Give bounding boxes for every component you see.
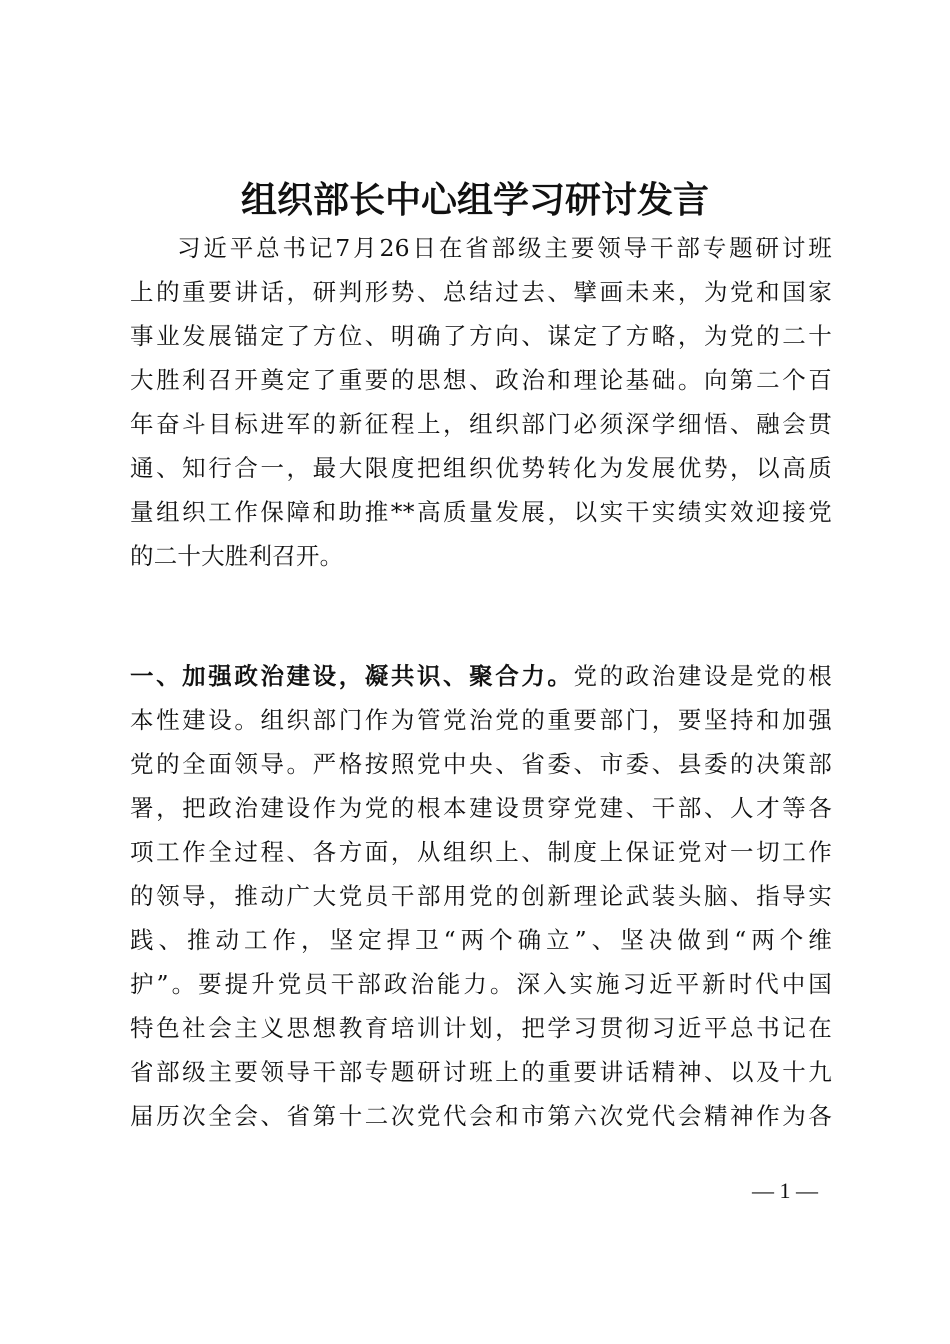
paragraph-line: 署，把政治建设作为党的根本建设贯穿党建、干部、人才等各 [130,794,832,822]
paragraph-line: 的二十大胜利召开。 [130,542,344,570]
paragraph-line: 本性建设。组织部门作为管党治党的重要部门，要坚持和加强 [130,706,832,734]
paragraph-line: 项工作全过程、各方面，从组织上、制度上保证党对一切工作 [130,838,832,866]
paragraph-line: 省部级主要领导干部专题研讨班上的重要讲话精神、以及十九 [130,1058,832,1086]
document-title: 组织部长中心组学习研讨发言 [240,179,709,221]
paragraph-line: 年奋斗目标进军的新征程上，组织部门必须深学细悟、融会贯 [130,410,832,438]
paragraph-line: 特色社会主义思想教育培训计划，把学习贯彻习近平总书记在 [130,1014,832,1042]
section-1-paragraph [130,654,832,1138]
paragraph-line: 的领导，推动广大党员干部用党的创新理论武装头脑、指导实 [130,882,832,910]
paragraph-line: 党的全面领导。严格按照党中央、省委、市委、县委的决策部 [130,750,832,778]
paragraph-line: 践、推动工作，坚定捍卫“两个确立”、坚决做到“两个维 [130,926,832,954]
paragraph-line: 习近平总书记7月26日在省部级主要领导干部专题研讨班 [177,234,832,262]
intro-paragraph [130,226,832,578]
section-first-line [130,654,832,698]
page-number: — 1 — [752,1178,818,1203]
paragraph-line: 通、知行合一，最大限度把组织优势转化为发展优势，以高质 [130,454,832,482]
section-first-line-text: 党的政治建设是党的根 [573,662,832,690]
paragraph-line: 量组织工作保障和助推**高质量发展，以实干实绩实效迎接党 [130,498,832,526]
paragraph-line: 届历次全会、省第十二次党代会和市第六次党代会精神作为各 [130,1102,832,1130]
paragraph-line: 事业发展锚定了方位、明确了方向、谋定了方略，为党的二十 [130,322,832,350]
paragraph-line: 上的重要讲话，研判形势、总结过去、擘画未来，为党和国家 [130,278,832,306]
paragraph-line: 护”。要提升党员干部政治能力。深入实施习近平新时代中国 [130,970,832,998]
section-heading: 一、加强政治建设，凝共识、聚合力。 [130,662,574,690]
paragraph-line: 大胜利召开奠定了重要的思想、政治和理论基础。向第二个百 [130,366,832,394]
